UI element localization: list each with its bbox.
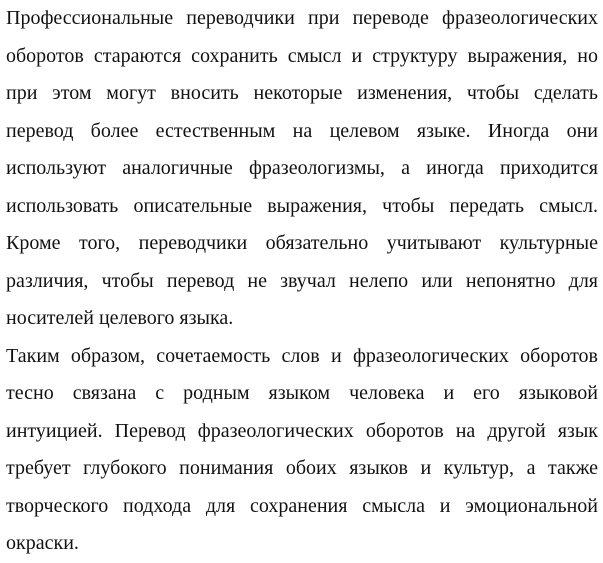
text-line: носителей целевого языка. (6, 307, 234, 329)
text-line: требует глубокого понимания обоих языков и культур, а также (6, 457, 598, 479)
text-line: оборотов стараются сохранить смысл и структуру выражения, но (6, 44, 598, 67)
text-line: перевод более естественным на целевом языке. Иногда они (6, 119, 598, 142)
document-page (6, 0, 598, 563)
text-line: использовать описательные выражения, чтобы передать смысл. (6, 194, 598, 217)
paragraph-1 (6, 0, 598, 338)
text-line: различия, чтобы перевод не звучал нелепо или непонятно для (6, 269, 598, 292)
text-line: Таким образом, сочетаемость слов и фразеологических оборотов (6, 344, 598, 367)
text-line: творческого подхода для сохранения смысла и эмоциональной (6, 494, 598, 517)
paragraph-2 (6, 338, 598, 563)
text-line: при этом могут вносить некоторые изменения, чтобы сделать (6, 82, 598, 104)
text-line: интуицией. Перевод фразеологических оборотов на другой язык (6, 419, 598, 442)
text-line: используют аналогичные фразеологизмы, а иногда приходится (6, 157, 598, 179)
text-line: Профессиональные переводчики при переводе фразеологических (6, 7, 598, 29)
text-line: окраски. (6, 532, 79, 554)
text-line: тесно связана с родным языком человека и его языковой (6, 382, 598, 404)
text-line: Кроме того, переводчики обязательно учитывают культурные (6, 232, 598, 254)
